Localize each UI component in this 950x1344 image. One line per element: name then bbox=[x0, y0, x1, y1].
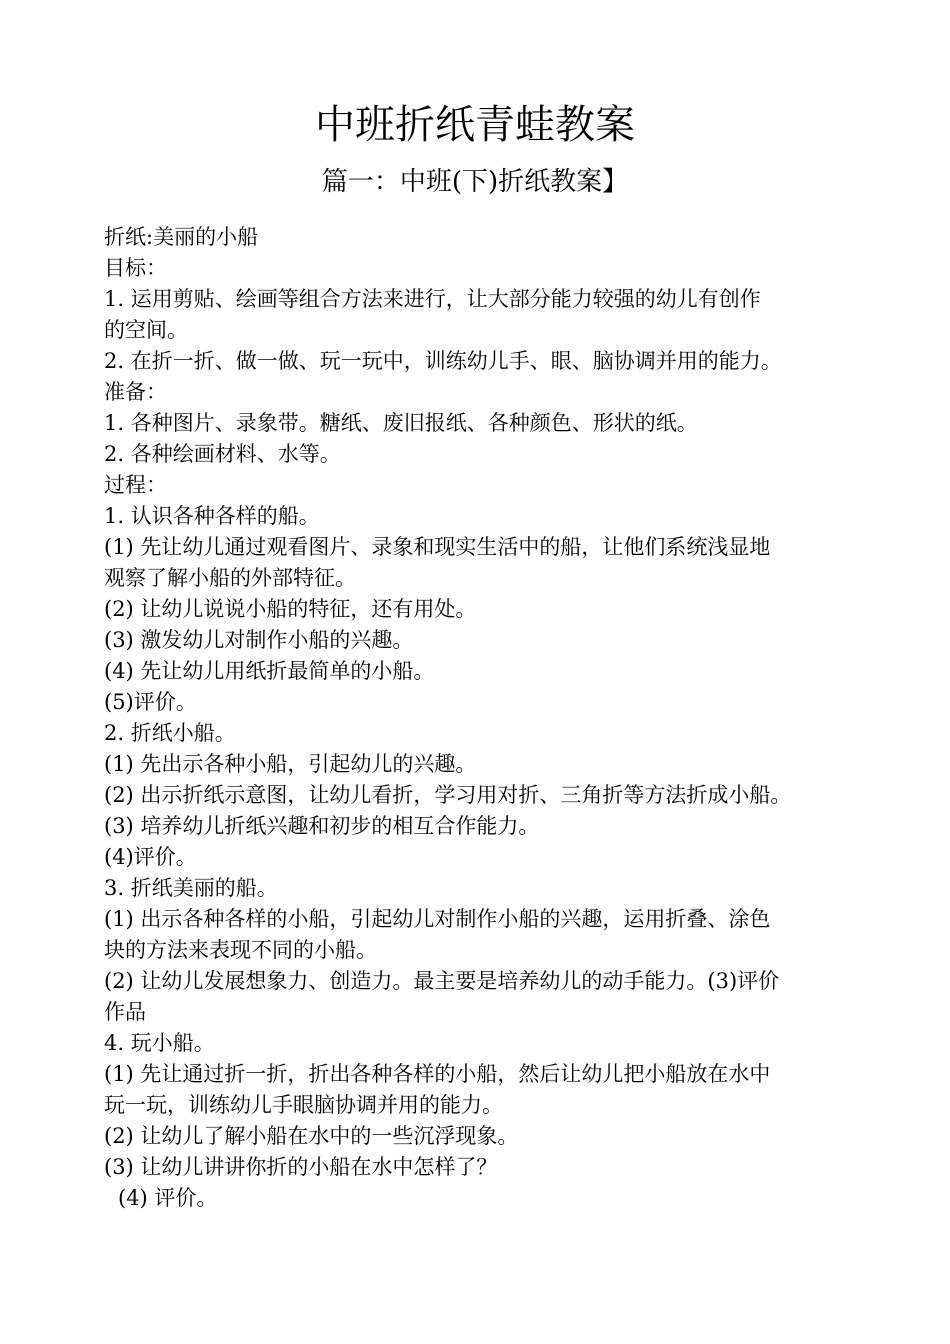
text-line: (3) 让幼儿讲讲你折的小船在水中怎样了？ bbox=[104, 1155, 498, 1179]
text-line: (1) 先让幼儿通过观看图片、录象和现实生活中的船，让他们系统浅显地 bbox=[104, 535, 771, 559]
text-line: (2) 让幼儿发展想象力、创造力。最主要是培养幼儿的动手能力。(3)评价 bbox=[104, 969, 780, 993]
text-line: (4) 先让幼儿用纸折最简单的小船。 bbox=[104, 659, 435, 683]
text-line: 作品 bbox=[104, 1000, 146, 1024]
text-line: 4. 玩小船。 bbox=[104, 1031, 215, 1055]
text-line: 2. 折纸小船。 bbox=[104, 721, 236, 745]
text-line: 观察了解小船的外部特征。 bbox=[104, 566, 356, 590]
text-line: (2) 让幼儿说说小船的特征，还有用处。 bbox=[104, 597, 477, 621]
text-line: (5)评价。 bbox=[104, 690, 197, 714]
document-title: 中班折纸青蛙教案 bbox=[315, 102, 635, 148]
text-line: 2. 各种绘画材料、水等。 bbox=[104, 442, 341, 466]
text-line: (3) 激发幼儿对制作小船的兴趣。 bbox=[104, 628, 414, 652]
text-line: (4) 评价。 bbox=[118, 1186, 218, 1210]
text-line: (4)评价。 bbox=[104, 845, 197, 869]
text-line: 的空间。 bbox=[104, 318, 188, 342]
text-line: 2. 在折一折、做一做、玩一玩中，训练幼儿手、眼、脑协调并用的能力。 bbox=[104, 349, 782, 373]
text-line: (3) 培养幼儿折纸兴趣和初步的相互合作能力。 bbox=[104, 814, 540, 838]
text-line: 3. 折纸美丽的船。 bbox=[104, 876, 278, 900]
text-line: 1. 运用剪贴、绘画等组合方法来进行，让大部分能力较强的幼儿有创作 bbox=[104, 287, 761, 311]
text-line: 准备： bbox=[104, 380, 167, 404]
text-line: (1) 先让通过折一折，折出各种各样的小船，然后让幼儿把小船放在水中 bbox=[104, 1062, 771, 1086]
text-line: 玩一玩，训练幼儿手眼脑协调并用的能力。 bbox=[104, 1093, 503, 1117]
text-line: (1) 先出示各种小船，引起幼儿的兴趣。 bbox=[104, 752, 477, 776]
text-line: 目标： bbox=[104, 256, 167, 280]
text-line: (1) 出示各种各样的小船，引起幼儿对制作小船的兴趣，运用折叠、涂色 bbox=[104, 907, 771, 931]
document-subtitle: 篇一：中班(下)折纸教案】 bbox=[321, 167, 629, 197]
text-line: 块的方法来表现不同的小船。 bbox=[104, 938, 377, 962]
text-line: 过程： bbox=[104, 473, 167, 497]
text-line: 折纸:美丽的小船 bbox=[104, 225, 259, 249]
text-line: 1. 各种图片、录象带。糖纸、废旧报纸、各种颜色、形状的纸。 bbox=[104, 411, 698, 435]
text-line: (2) 让幼儿了解小船在水中的一些沉浮现象。 bbox=[104, 1124, 519, 1148]
text-line: (2) 出示折纸示意图，让幼儿看折，学习用对折、三角折等方法折成小船。 bbox=[104, 783, 792, 807]
document-body bbox=[104, 222, 884, 1214]
text-line: 1. 认识各种各样的船。 bbox=[104, 504, 320, 528]
